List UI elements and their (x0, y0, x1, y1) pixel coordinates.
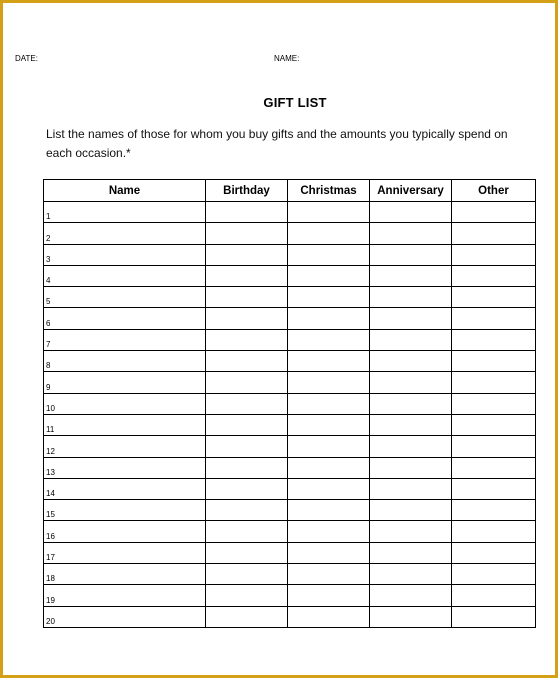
row-number: 10 (46, 403, 55, 413)
christmas-cell[interactable] (288, 351, 370, 372)
table-row (44, 606, 536, 627)
other-cell[interactable] (452, 287, 536, 308)
table-row (44, 351, 536, 372)
name-cell[interactable] (44, 521, 206, 542)
row-number: 11 (46, 425, 55, 435)
christmas-cell[interactable] (288, 202, 370, 223)
other-cell[interactable] (452, 414, 536, 435)
table-row (44, 265, 536, 286)
birthday-cell[interactable] (206, 414, 288, 435)
christmas-cell[interactable] (288, 414, 370, 435)
table-row (44, 585, 536, 606)
table-row (44, 521, 536, 542)
other-cell[interactable] (452, 351, 536, 372)
anniversary-cell[interactable] (370, 606, 452, 627)
table-row (44, 393, 536, 414)
other-cell[interactable] (452, 436, 536, 457)
row-number: 16 (46, 531, 55, 541)
birthday-cell[interactable] (206, 329, 288, 350)
row-number: 2 (46, 233, 51, 243)
christmas-cell[interactable] (288, 478, 370, 499)
name-cell[interactable] (44, 414, 206, 435)
name-cell[interactable] (44, 564, 206, 585)
christmas-cell[interactable] (288, 223, 370, 244)
christmas-cell[interactable] (288, 606, 370, 627)
name-cell[interactable] (44, 223, 206, 244)
name-cell[interactable] (44, 436, 206, 457)
other-cell[interactable] (452, 223, 536, 244)
row-number: 18 (46, 574, 55, 584)
birthday-cell[interactable] (206, 393, 288, 414)
anniversary-cell[interactable] (370, 478, 452, 499)
other-cell[interactable] (452, 308, 536, 329)
name-cell[interactable] (44, 265, 206, 286)
christmas-cell[interactable] (288, 521, 370, 542)
christmas-cell[interactable] (288, 244, 370, 265)
row-number: 4 (46, 276, 51, 286)
table-row (44, 308, 536, 329)
row-number: 15 (46, 510, 55, 520)
other-cell[interactable] (452, 457, 536, 478)
christmas-cell[interactable] (288, 457, 370, 478)
anniversary-cell[interactable] (370, 308, 452, 329)
row-number: 9 (46, 382, 51, 392)
christmas-cell[interactable] (288, 308, 370, 329)
instructions-text: List the names of those for whom you buy gifts and the amounts you typically spend on each occasion.* (46, 127, 508, 160)
anniversary-cell[interactable] (370, 265, 452, 286)
row-number: 13 (46, 467, 55, 477)
table-row (44, 414, 536, 435)
birthday-cell[interactable] (206, 372, 288, 393)
name-cell[interactable] (44, 372, 206, 393)
table-row (44, 223, 536, 244)
other-cell[interactable] (452, 585, 536, 606)
name-cell[interactable] (44, 287, 206, 308)
table-row (44, 564, 536, 585)
christmas-cell[interactable] (288, 542, 370, 563)
birthday-cell[interactable] (206, 478, 288, 499)
anniversary-cell[interactable] (370, 564, 452, 585)
other-cell[interactable] (452, 606, 536, 627)
anniversary-cell[interactable] (370, 202, 452, 223)
other-cell[interactable] (452, 372, 536, 393)
table-row (44, 372, 536, 393)
date-label: DATE: (15, 54, 38, 63)
birthday-cell[interactable] (206, 606, 288, 627)
other-cell[interactable] (452, 202, 536, 223)
birthday-cell[interactable] (206, 521, 288, 542)
name-cell[interactable] (44, 351, 206, 372)
anniversary-cell[interactable] (370, 436, 452, 457)
row-number: 12 (46, 446, 55, 456)
table-row (44, 436, 536, 457)
name-cell[interactable] (44, 308, 206, 329)
anniversary-cell[interactable] (370, 223, 452, 244)
column-header-name: Name (44, 180, 206, 202)
row-number: 17 (46, 553, 55, 563)
table-row (44, 542, 536, 563)
birthday-cell[interactable] (206, 542, 288, 563)
birthday-cell[interactable] (206, 436, 288, 457)
other-cell[interactable] (452, 244, 536, 265)
row-number: 20 (46, 616, 55, 626)
other-cell[interactable] (452, 265, 536, 286)
table-row (44, 500, 536, 521)
birthday-cell[interactable] (206, 308, 288, 329)
other-cell[interactable] (452, 521, 536, 542)
row-number: 6 (46, 318, 51, 328)
other-cell[interactable] (452, 564, 536, 585)
christmas-cell[interactable] (288, 287, 370, 308)
name-cell[interactable] (44, 329, 206, 350)
birthday-cell[interactable] (206, 244, 288, 265)
column-header-christmas: Christmas (288, 180, 370, 202)
other-cell[interactable] (452, 542, 536, 563)
anniversary-cell[interactable] (370, 372, 452, 393)
page-title: GIFT LIST (263, 95, 327, 110)
birthday-cell[interactable] (206, 202, 288, 223)
table-row (44, 244, 536, 265)
birthday-cell[interactable] (206, 585, 288, 606)
birthday-cell[interactable] (206, 223, 288, 244)
name-cell[interactable] (44, 202, 206, 223)
anniversary-cell[interactable] (370, 244, 452, 265)
row-number: 8 (46, 361, 51, 371)
anniversary-cell[interactable] (370, 351, 452, 372)
row-number: 7 (46, 340, 51, 350)
other-cell[interactable] (452, 500, 536, 521)
christmas-cell[interactable] (288, 265, 370, 286)
column-header-birthday: Birthday (206, 180, 288, 202)
birthday-cell[interactable] (206, 265, 288, 286)
name-cell[interactable] (44, 585, 206, 606)
row-number: 5 (46, 297, 51, 307)
birthday-cell[interactable] (206, 564, 288, 585)
other-cell[interactable] (452, 393, 536, 414)
christmas-cell[interactable] (288, 372, 370, 393)
table-row (44, 329, 536, 350)
anniversary-cell[interactable] (370, 585, 452, 606)
christmas-cell[interactable] (288, 585, 370, 606)
name-cell[interactable] (44, 542, 206, 563)
table-row (44, 478, 536, 499)
row-number: 3 (46, 254, 51, 264)
table-row (44, 202, 536, 223)
anniversary-cell[interactable] (370, 329, 452, 350)
name-cell[interactable] (44, 457, 206, 478)
other-cell[interactable] (452, 478, 536, 499)
gift-list-table (43, 179, 536, 628)
christmas-cell[interactable] (288, 329, 370, 350)
birthday-cell[interactable] (206, 287, 288, 308)
name-cell[interactable] (44, 244, 206, 265)
anniversary-cell[interactable] (370, 414, 452, 435)
anniversary-cell[interactable] (370, 287, 452, 308)
christmas-cell[interactable] (288, 564, 370, 585)
birthday-cell[interactable] (206, 500, 288, 521)
table-header-row (44, 180, 536, 202)
christmas-cell[interactable] (288, 436, 370, 457)
row-number: 19 (46, 595, 55, 605)
column-header-other: Other (452, 180, 536, 202)
birthday-cell[interactable] (206, 457, 288, 478)
name-cell[interactable] (44, 393, 206, 414)
birthday-cell[interactable] (206, 351, 288, 372)
table-row (44, 457, 536, 478)
name-label: NAME: (274, 54, 300, 63)
anniversary-cell[interactable] (370, 521, 452, 542)
other-cell[interactable] (452, 329, 536, 350)
name-cell[interactable] (44, 606, 206, 627)
anniversary-cell[interactable] (370, 457, 452, 478)
name-cell[interactable] (44, 478, 206, 499)
row-number: 1 (46, 212, 51, 222)
christmas-cell[interactable] (288, 393, 370, 414)
christmas-cell[interactable] (288, 500, 370, 521)
column-header-anniversary: Anniversary (370, 180, 452, 202)
anniversary-cell[interactable] (370, 500, 452, 521)
anniversary-cell[interactable] (370, 393, 452, 414)
row-number: 14 (46, 489, 55, 499)
anniversary-cell[interactable] (370, 542, 452, 563)
table-row (44, 287, 536, 308)
name-cell[interactable] (44, 500, 206, 521)
